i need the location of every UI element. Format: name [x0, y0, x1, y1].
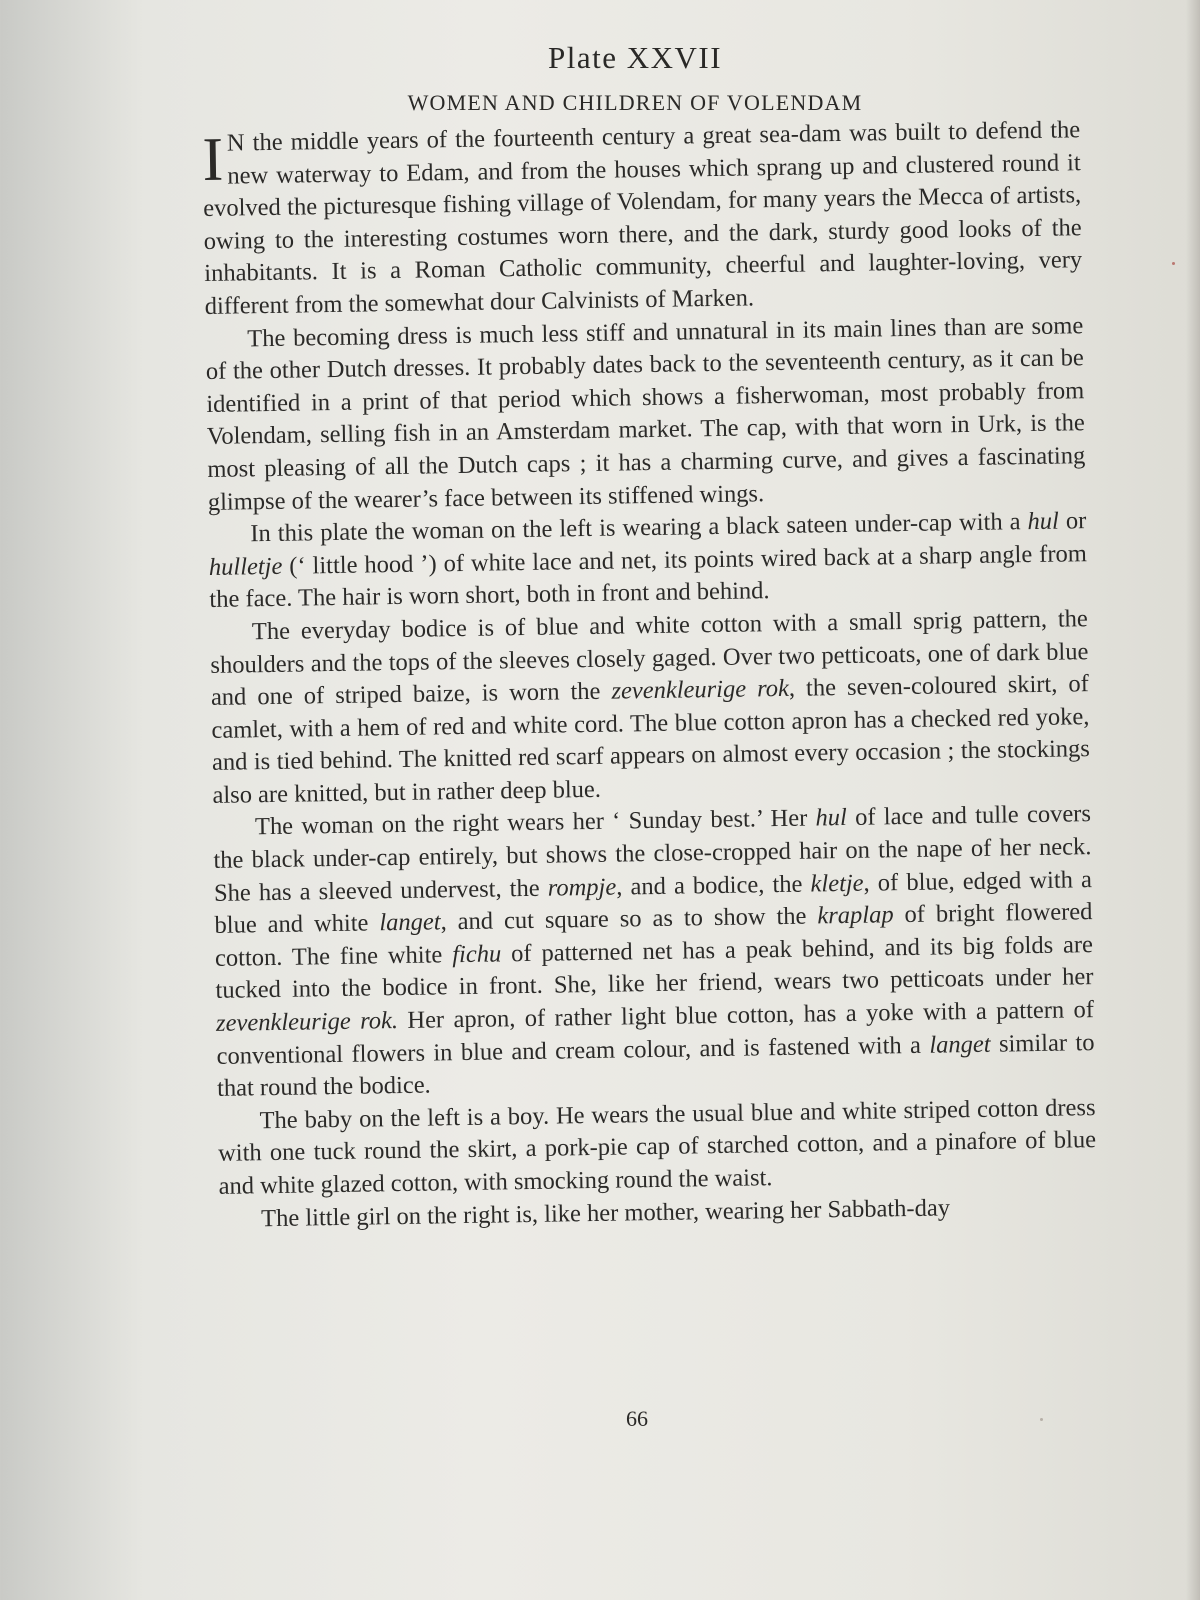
drop-cap: I	[201, 125, 224, 194]
paragraph	[210, 603, 1091, 812]
italic-term: hul	[815, 804, 848, 832]
text-run: , and cut square so as to show the	[440, 902, 818, 936]
paragraph	[205, 310, 1086, 519]
italic-term: zevenkleurige rok.	[215, 1007, 399, 1037]
text-run: of lace and tulle covers the black under-cap entirely, but shows the close-cropped hair on the nape of her neck. She has a sleeved undervest, the	[213, 800, 1092, 907]
italic-term: langet	[379, 908, 441, 937]
italic-term: hul	[1027, 507, 1060, 536]
text-run: The everyday bodice is of blue and white cotton with a small sprig pattern, the shoulders and the tops of the sleeves closely gaged. Over two petticoats, one of dark blue and one of striped baize, is worn the	[210, 605, 1089, 712]
italic-term: rompje	[547, 873, 617, 902]
plate-title: Plate XXVII	[547, 40, 723, 75]
paragraph	[213, 799, 1095, 1106]
text-run: of patterned net has a peak behind, and its big folds are tucked into the bodice in front. She, like her friend, wears two petticoats under her	[215, 930, 1094, 1005]
italic-term: kraplap	[817, 901, 894, 930]
italic-term: zevenkleurige rok	[611, 674, 790, 705]
paper-speck	[1040, 1418, 1043, 1421]
body-text	[202, 114, 1097, 1236]
text-run: The woman on the right wears her ‘ Sunday best.’ Her	[254, 804, 816, 841]
text-run: , and a bodice, the	[616, 870, 811, 901]
italic-term: langet	[929, 1030, 991, 1059]
italic-term: kletje	[810, 869, 864, 898]
text-run: N the middle years of the fourteenth century a great sea-dam was built to defend the new waterway to Edam, and from the houses which sprang up and clustered round it evolved the picturesque fishing village of Volendam, for many years the Mecca of artists, owing to the interesting costumes worn there, and the dark, sturdy good looks of the inhabitants. It is a Roman Catholic community, cheerful and laughter-loving, very different from the somewhat dour Calvinists of Marken.	[203, 116, 1083, 320]
text-run: , the seven-coloured skirt, of camlet, with a hem of red and white cord. The blue cotton apron has a checked red yoke, and is tied behind. The knitted red scarf appears on almost every occasion ; the stockings also are knitted, but in rather deep blue.	[211, 670, 1091, 809]
italic-term: fichu	[452, 940, 502, 969]
paragraph	[208, 505, 1087, 617]
text-run: or	[1058, 507, 1087, 535]
plate-subtitle: WOMEN AND CHILDREN OF VOLENDAM	[407, 90, 863, 115]
text-run: similar to that round the bodice.	[216, 1028, 1095, 1103]
page-edge-shadow	[1186, 0, 1200, 1600]
text-run: Her apron, of rather light blue cotton, has a yoke with a pattern of conventional flowers in blue and cream colour, and is fastened with a	[216, 996, 1095, 1070]
paragraph	[217, 1092, 1096, 1204]
text-run: In this plate the woman on the left is wearing a black sateen under-cap with a	[250, 508, 1028, 548]
text-run: The baby on the left is a boy. He wears the usual blue and white striped cotton dress with one tuck round the skirt, a pork-pie cap of starched cotton, and a pinafore of blue and white glazed cotton, with smocking round the waist.	[217, 1093, 1097, 1200]
text-run: of bright flowered cotton. The fine white	[214, 898, 1093, 972]
paper-speck	[1172, 262, 1175, 265]
italic-term: hulletje	[208, 552, 283, 581]
page-number: 66	[626, 1406, 648, 1431]
text-run: , of blue, edged with a blue and white	[214, 865, 1093, 940]
text-run: The little girl on the right is, like her mother, wearing her Sabbath-day	[260, 1193, 951, 1232]
text-run: (‘ little hood ’) of white lace and net, its points wired back at a sharp angle from the face. The hair is worn short, both in front and behind.	[209, 539, 1088, 614]
paragraph	[202, 114, 1083, 323]
text-run: The becoming dress is much less stiff and unnatural in its main lines than are some of the other Dutch dresses. It probably dates back to the seventeenth century, as it can be identified in a print of that period which shows a fisherwoman, most probably from Volendam, selling fish in an Amsterdam market. The cap, with that worn in Urk, is the most pleasing of all the Dutch caps ; it has a charming curve, and gives a fascinating glimpse of the wearer’s face between its stiffened wings.	[205, 311, 1086, 516]
